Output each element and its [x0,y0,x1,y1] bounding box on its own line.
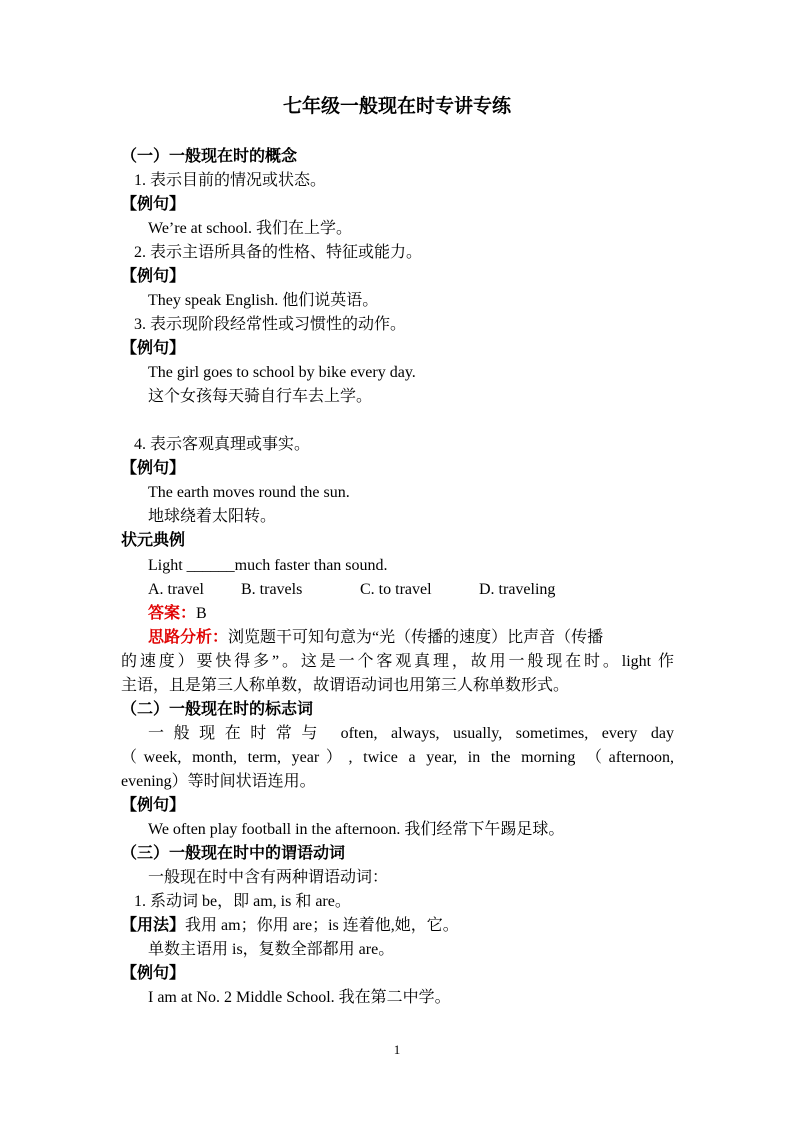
usage-tag: 【用法】 [121,917,186,934]
model-heading: 状元典例 [121,532,186,549]
example-tag: 【例句】 [121,965,186,982]
example-translation: 这个女孩每天骑自行车去上学。 [148,388,373,405]
model-options [148,579,578,601]
section2-heading: （二）一般现在时的标志词 [121,701,314,718]
example-sentence: The earth moves round the sun. [148,484,350,501]
option-d: D. traveling [479,581,556,598]
section2-line-3: evening）等时间状语连用。 [121,773,316,790]
model-question: Light ______much faster than sound. [148,557,388,574]
usage-text: 我用 am；你用 are；is 连着他,她，它。 [185,917,459,934]
section3-point-1: 1. 系动词 be，即 am, is 和 are。 [134,893,351,910]
section1-point-3: 3. 表示现阶段经常性或习惯性的动作。 [134,316,407,333]
analysis-label: 思路分析： [148,629,229,646]
example-tag: 【例句】 [121,196,186,213]
section2-line-1: 一般现在时常与 often, always, usually, sometimes, every day [148,725,674,742]
answer-value: B [196,605,207,622]
example-tag: 【例句】 [121,797,186,814]
answer-line [148,603,207,625]
example-sentence: The girl goes to school by bike every day. [148,364,416,381]
example-sentence: We’re at school. 我们在上学。 [148,220,353,237]
analysis-line-1 [148,627,603,649]
example-sentence: They speak English. 他们说英语。 [148,292,379,309]
example-tag: 【例句】 [121,268,186,285]
answer-label: 答案： [148,605,197,622]
page-number: 1 [393,1042,401,1057]
usage-line [121,915,459,937]
example-tag: 【例句】 [121,460,186,477]
option-c: C. to travel [360,581,432,598]
analysis-text: 浏览题干可知句意为“光（传播的速度）比声音（传播 [228,629,604,646]
section1-heading: （一）一般现在时的概念 [121,148,298,165]
analysis-line-2: 的速度）要快得多”。这是一个客观真理，故用一般现在时。light 作 [121,653,674,670]
option-a: A. travel [148,581,204,598]
section1-point-2: 2. 表示主语所具备的性格、特征或能力。 [134,244,423,261]
usage-line-2: 单数主语用 is，复数全部都用 are。 [148,941,395,958]
section3-heading: （三）一般现在时中的谓语动词 [121,845,346,862]
example-translation: 地球绕着太阳转。 [148,508,277,525]
example-tag: 【例句】 [121,340,186,357]
section1-point-4: 4. 表示客观真理或事实。 [134,436,311,453]
example-sentence: I am at No. 2 Middle School. 我在第二中学。 [148,989,451,1006]
analysis-line-3: 主语，且是第三人称单数，故谓语动词也用第三人称单数形式。 [121,677,570,694]
option-b: B. travels [241,581,303,598]
page-title: 七年级一般现在时专讲专练 [282,96,511,117]
section3-intro: 一般现在时中含有两种谓语动词： [148,869,389,886]
section2-line-2: （week, month, term, year）, twice a year, in the morning （afternoon, [121,749,674,766]
example-sentence: We often play football in the afternoon. 我们经常下午踢足球。 [148,821,565,838]
section1-point-1: 1. 表示目前的情况或状态。 [134,172,327,189]
